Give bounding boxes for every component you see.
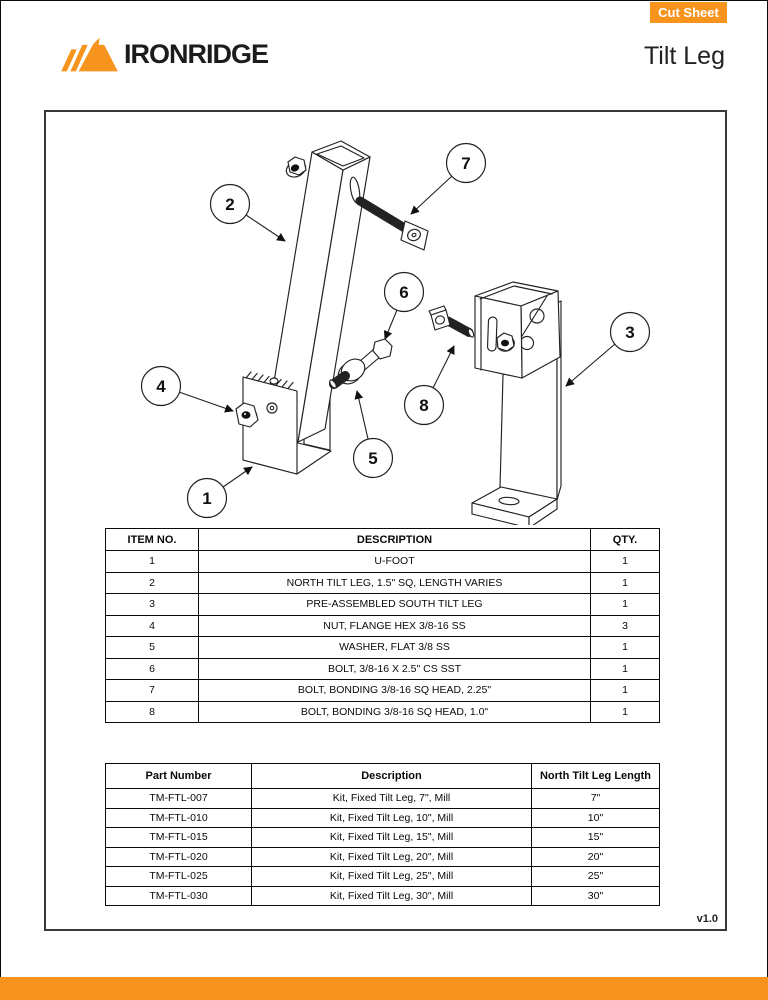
table-cell: Kit, Fixed Tilt Leg, 7", Mill xyxy=(252,789,532,809)
column-header: DESCRIPTION xyxy=(199,529,591,551)
table-cell: Kit, Fixed Tilt Leg, 10", Mill xyxy=(252,808,532,828)
table-cell: 1 xyxy=(591,551,660,573)
table-cell: NUT, FLANGE HEX 3/8-16 SS xyxy=(199,615,591,637)
table-row xyxy=(106,886,660,906)
table-cell: 4 xyxy=(106,615,199,637)
table-cell: 1 xyxy=(591,658,660,680)
table-cell: 7" xyxy=(532,789,660,809)
column-header: Description xyxy=(252,764,532,789)
table-cell: 5 xyxy=(106,637,199,659)
table-cell: Kit, Fixed Tilt Leg, 30", Mill xyxy=(252,886,532,906)
table-cell: TM-FTL-020 xyxy=(106,847,252,867)
column-header: ITEM NO. xyxy=(106,529,199,551)
content-panel xyxy=(44,110,727,931)
part-bonding-bolt-10 xyxy=(429,306,475,338)
callout-numbers xyxy=(156,154,634,508)
table-cell: U-FOOT xyxy=(199,551,591,573)
column-header: QTY. xyxy=(591,529,660,551)
callout-2: 2 xyxy=(225,195,235,214)
table-cell: 1 xyxy=(591,572,660,594)
callout-3: 3 xyxy=(625,323,635,342)
parts-table xyxy=(105,763,660,906)
table-cell: 3 xyxy=(591,615,660,637)
callout-4: 4 xyxy=(156,377,166,396)
table-cell: 10" xyxy=(532,808,660,828)
page-title: Tilt Leg xyxy=(643,42,725,70)
table-cell: BOLT, BONDING 3/8-16 SQ HEAD, 2.25" xyxy=(199,680,591,702)
table-row xyxy=(106,637,660,659)
table-row xyxy=(106,701,660,723)
table-cell: NORTH TILT LEG, 1.5" SQ, LENGTH VARIES xyxy=(199,572,591,594)
callout-8: 8 xyxy=(419,396,429,415)
parts-header-row xyxy=(106,764,660,789)
table-cell: 6 xyxy=(106,658,199,680)
table-row xyxy=(106,680,660,702)
table-cell: TM-FTL-007 xyxy=(106,789,252,809)
table-row xyxy=(106,551,660,573)
table-row xyxy=(106,808,660,828)
table-cell: Kit, Fixed Tilt Leg, 20", Mill xyxy=(252,847,532,867)
table-cell: 1 xyxy=(591,701,660,723)
table-row xyxy=(106,594,660,616)
table-cell: 3 xyxy=(106,594,199,616)
callout-5: 5 xyxy=(368,449,378,468)
table-cell: Kit, Fixed Tilt Leg, 15", Mill xyxy=(252,828,532,848)
footer-accent-bar xyxy=(0,977,768,1000)
table-cell: TM-FTL-010 xyxy=(106,808,252,828)
table-row xyxy=(106,828,660,848)
callout-1: 1 xyxy=(202,489,212,508)
table-cell: Kit, Fixed Tilt Leg, 25", Mill xyxy=(252,867,532,887)
table-cell: 1 xyxy=(106,551,199,573)
table-row xyxy=(106,847,660,867)
bom-table xyxy=(105,528,660,723)
table-cell: 1 xyxy=(591,680,660,702)
table-cell: 20" xyxy=(532,847,660,867)
table-cell: 7 xyxy=(106,680,199,702)
table-cell: WASHER, FLAT 3/8 SS xyxy=(199,637,591,659)
part-south-tilt-leg xyxy=(472,282,561,525)
table-cell: 30" xyxy=(532,886,660,906)
cut-sheet-badge: Cut Sheet xyxy=(650,2,727,23)
callout-6: 6 xyxy=(399,283,409,302)
table-row xyxy=(106,658,660,680)
table-cell: 1 xyxy=(591,637,660,659)
table-row xyxy=(106,789,660,809)
table-cell: PRE-ASSEMBLED SOUTH TILT LEG xyxy=(199,594,591,616)
column-header: Part Number xyxy=(106,764,252,789)
table-row xyxy=(106,615,660,637)
table-row xyxy=(106,867,660,887)
table-cell: TM-FTL-030 xyxy=(106,886,252,906)
table-cell: TM-FTL-025 xyxy=(106,867,252,887)
table-cell: BOLT, 3/8-16 X 2.5" CS SST xyxy=(199,658,591,680)
table-cell: TM-FTL-015 xyxy=(106,828,252,848)
table-cell: 2 xyxy=(106,572,199,594)
callout-7: 7 xyxy=(461,154,471,173)
bom-header-row xyxy=(106,529,660,551)
table-cell: 25" xyxy=(532,867,660,887)
table-row xyxy=(106,572,660,594)
brand-name: IRONRIDGE xyxy=(124,38,269,69)
table-cell: 1 xyxy=(591,594,660,616)
table-cell: 15" xyxy=(532,828,660,848)
callout-balloons xyxy=(142,144,650,518)
table-cell: 8 xyxy=(106,701,199,723)
table-cell: BOLT, BONDING 3/8-16 SQ HEAD, 1.0" xyxy=(199,701,591,723)
brand-header xyxy=(52,33,268,75)
exploded-diagram xyxy=(44,110,727,525)
ironridge-logo-icon xyxy=(52,33,118,75)
column-header: North Tilt Leg Length xyxy=(532,764,660,789)
version-label: v1.0 xyxy=(696,913,718,925)
